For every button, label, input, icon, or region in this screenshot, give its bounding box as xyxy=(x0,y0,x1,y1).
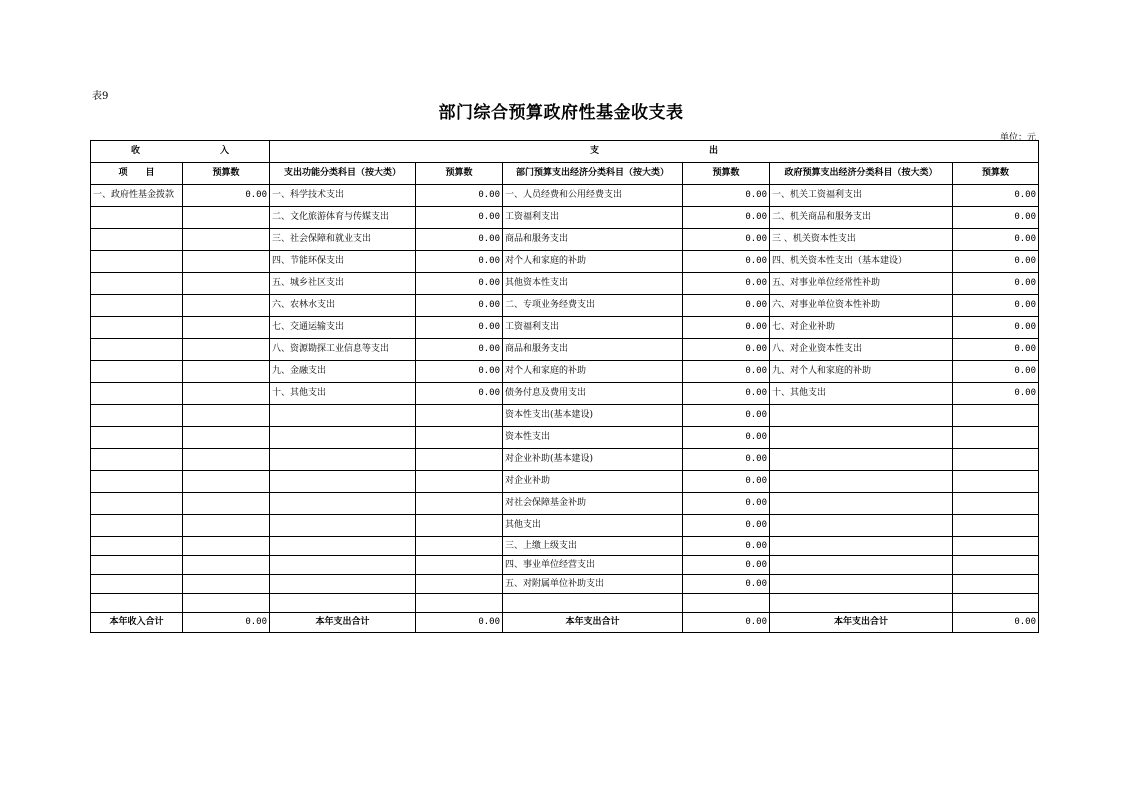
expense-header xyxy=(270,141,1039,163)
gov-econ-value: 0.00 xyxy=(953,317,1039,339)
dept-econ-value: 0.00 xyxy=(683,575,770,594)
income-item xyxy=(91,273,183,295)
dept-econ-item: 工资福利支出 xyxy=(503,207,683,229)
func-value: 0.00 xyxy=(416,339,503,361)
dept-econ-value: 0.00 xyxy=(683,471,770,493)
income-item xyxy=(91,229,183,251)
func-item: 一、科学技术支出 xyxy=(270,185,416,207)
table-row xyxy=(91,251,1039,273)
income-item xyxy=(91,405,183,427)
header-row-columns xyxy=(91,163,1039,185)
dept-econ-value xyxy=(683,594,770,613)
func-value xyxy=(416,575,503,594)
income-value xyxy=(183,427,270,449)
func-item xyxy=(270,556,416,575)
income-item xyxy=(91,251,183,273)
gov-econ-item xyxy=(770,575,953,594)
income-value xyxy=(183,493,270,515)
col-header-econ-dept: 部门预算支出经济分类科目（按大类） xyxy=(503,163,683,185)
dept-econ-value: 0.00 xyxy=(683,251,770,273)
income-value xyxy=(183,383,270,405)
dept-econ-value: 0.00 xyxy=(683,361,770,383)
gov-econ-item: 七、对企业补助 xyxy=(770,317,953,339)
income-item xyxy=(91,207,183,229)
func-item xyxy=(270,537,416,556)
dept-econ-value: 0.00 xyxy=(683,427,770,449)
dept-econ-value: 0.00 xyxy=(683,556,770,575)
table-row xyxy=(91,493,1039,515)
dept-total-value: 0.00 xyxy=(683,613,770,633)
dept-econ-value: 0.00 xyxy=(683,229,770,251)
gov-econ-value: 0.00 xyxy=(953,361,1039,383)
income-total-label: 本年收入合计 xyxy=(91,613,183,633)
dept-econ-item: 其他资本性支出 xyxy=(503,273,683,295)
expense-header-char-2: 出 xyxy=(709,146,719,156)
func-item: 三、社会保障和就业支出 xyxy=(270,229,416,251)
col-header-budget: 预算数 xyxy=(183,163,270,185)
func-item xyxy=(270,427,416,449)
table-row xyxy=(91,207,1039,229)
dept-econ-value: 0.00 xyxy=(683,185,770,207)
func-item: 九、金融支出 xyxy=(270,361,416,383)
table-row xyxy=(91,317,1039,339)
dept-econ-item xyxy=(503,594,683,613)
gov-econ-item: 九、对个人和家庭的补助 xyxy=(770,361,953,383)
table-row xyxy=(91,427,1039,449)
func-item: 七、交通运输支出 xyxy=(270,317,416,339)
table-row xyxy=(91,185,1039,207)
col-header-func: 支出功能分类科目（按大类） xyxy=(270,163,416,185)
gov-econ-item: 一、机关工资福利支出 xyxy=(770,185,953,207)
dept-econ-value: 0.00 xyxy=(683,449,770,471)
income-value xyxy=(183,449,270,471)
income-value xyxy=(183,251,270,273)
func-item xyxy=(270,515,416,537)
gov-econ-value xyxy=(953,427,1039,449)
income-value xyxy=(183,295,270,317)
func-value: 0.00 xyxy=(416,251,503,273)
income-value: 0.00 xyxy=(183,185,270,207)
budget-table xyxy=(90,140,1039,633)
dept-econ-value: 0.00 xyxy=(683,317,770,339)
dept-econ-value: 0.00 xyxy=(683,383,770,405)
income-value xyxy=(183,361,270,383)
gov-econ-item xyxy=(770,594,953,613)
income-value xyxy=(183,537,270,556)
func-value: 0.00 xyxy=(416,229,503,251)
gov-econ-value xyxy=(953,575,1039,594)
table-row xyxy=(91,471,1039,493)
func-value xyxy=(416,405,503,427)
dept-econ-item: 商品和服务支出 xyxy=(503,339,683,361)
income-value xyxy=(183,273,270,295)
income-value xyxy=(183,594,270,613)
gov-econ-value: 0.00 xyxy=(953,185,1039,207)
func-value xyxy=(416,556,503,575)
func-item xyxy=(270,449,416,471)
func-total-value: 0.00 xyxy=(416,613,503,633)
func-item: 五、城乡社区支出 xyxy=(270,273,416,295)
income-item xyxy=(91,471,183,493)
col-header-budget: 预算数 xyxy=(683,163,770,185)
income-value xyxy=(183,471,270,493)
dept-econ-item: 工资福利支出 xyxy=(503,317,683,339)
func-item xyxy=(270,594,416,613)
gov-econ-item: 二、机关商品和服务支出 xyxy=(770,207,953,229)
table-row xyxy=(91,449,1039,471)
gov-econ-value xyxy=(953,594,1039,613)
dept-econ-item: 资本性支出 xyxy=(503,427,683,449)
income-header xyxy=(91,141,270,163)
gov-total-value: 0.00 xyxy=(953,613,1039,633)
func-item: 十、其他支出 xyxy=(270,383,416,405)
income-item xyxy=(91,427,183,449)
page-title: 部门综合预算政府性基金收支表 xyxy=(438,103,684,123)
dept-econ-value: 0.00 xyxy=(683,273,770,295)
header-row-top xyxy=(91,141,1039,163)
gov-econ-value xyxy=(953,471,1039,493)
income-value xyxy=(183,556,270,575)
dept-econ-value: 0.00 xyxy=(683,537,770,556)
func-total-label: 本年支出合计 xyxy=(270,613,416,633)
dept-econ-item: 五、对附属单位补助支出 xyxy=(503,575,683,594)
col-header-budget: 预算数 xyxy=(953,163,1039,185)
table-row xyxy=(91,537,1039,556)
gov-econ-value: 0.00 xyxy=(953,383,1039,405)
income-value xyxy=(183,575,270,594)
income-item xyxy=(91,317,183,339)
func-value: 0.00 xyxy=(416,273,503,295)
table-number: 表9 xyxy=(92,91,109,102)
income-item xyxy=(91,449,183,471)
table-row xyxy=(91,361,1039,383)
gov-econ-value: 0.00 xyxy=(953,339,1039,361)
gov-econ-item: 八、对企业资本性支出 xyxy=(770,339,953,361)
gov-econ-value: 0.00 xyxy=(953,295,1039,317)
gov-total-label: 本年支出合计 xyxy=(770,613,953,633)
gov-econ-item: 三 、机关资本性支出 xyxy=(770,229,953,251)
dept-econ-value: 0.00 xyxy=(683,405,770,427)
gov-econ-value xyxy=(953,556,1039,575)
table-row xyxy=(91,383,1039,405)
dept-econ-item: 其他支出 xyxy=(503,515,683,537)
gov-econ-value xyxy=(953,515,1039,537)
dept-econ-item: 三、上缴上级支出 xyxy=(503,537,683,556)
col-header-budget: 预算数 xyxy=(416,163,503,185)
income-item xyxy=(91,383,183,405)
dept-econ-item: 债务付息及费用支出 xyxy=(503,383,683,405)
gov-econ-value xyxy=(953,449,1039,471)
func-value xyxy=(416,537,503,556)
dept-econ-item: 对社会保障基金补助 xyxy=(503,493,683,515)
func-item: 八、资源勘探工业信息等支出 xyxy=(270,339,416,361)
col-header-econ-gov: 政府预算支出经济分类科目（按大类） xyxy=(770,163,953,185)
table-row xyxy=(91,339,1039,361)
func-value: 0.00 xyxy=(416,207,503,229)
income-value xyxy=(183,515,270,537)
col-header-item: 项 目 xyxy=(91,163,183,185)
unit-label: 单位：元 xyxy=(999,133,1036,143)
gov-econ-value xyxy=(953,493,1039,515)
func-value xyxy=(416,427,503,449)
gov-econ-item xyxy=(770,537,953,556)
table-row xyxy=(91,229,1039,251)
gov-econ-item: 五、对事业单位经常性补助 xyxy=(770,273,953,295)
func-item: 二、文化旅游体育与传媒支出 xyxy=(270,207,416,229)
gov-econ-item: 四、机关资本性支出（基本建设） xyxy=(770,251,953,273)
income-header-char-1: 收 xyxy=(130,146,140,156)
table-row xyxy=(91,273,1039,295)
dept-econ-value: 0.00 xyxy=(683,207,770,229)
dept-econ-item: 对个人和家庭的补助 xyxy=(503,361,683,383)
dept-econ-item: 对企业补助 xyxy=(503,471,683,493)
gov-econ-item xyxy=(770,493,953,515)
table-row xyxy=(91,575,1039,594)
income-item xyxy=(91,493,183,515)
gov-econ-item xyxy=(770,556,953,575)
income-item xyxy=(91,295,183,317)
func-value: 0.00 xyxy=(416,185,503,207)
func-value: 0.00 xyxy=(416,295,503,317)
gov-econ-value: 0.00 xyxy=(953,229,1039,251)
gov-econ-value: 0.00 xyxy=(953,207,1039,229)
dept-total-label: 本年支出合计 xyxy=(503,613,683,633)
dept-econ-item: 一、人员经费和公用经费支出 xyxy=(503,185,683,207)
income-value xyxy=(183,229,270,251)
func-value xyxy=(416,493,503,515)
func-value: 0.00 xyxy=(416,383,503,405)
dept-econ-item: 对个人和家庭的补助 xyxy=(503,251,683,273)
func-value xyxy=(416,471,503,493)
func-item xyxy=(270,471,416,493)
func-item: 六、农林水支出 xyxy=(270,295,416,317)
func-value: 0.00 xyxy=(416,317,503,339)
dept-econ-value: 0.00 xyxy=(683,339,770,361)
income-item xyxy=(91,594,183,613)
gov-econ-item xyxy=(770,515,953,537)
table-row xyxy=(91,556,1039,575)
dept-econ-value: 0.00 xyxy=(683,515,770,537)
func-value xyxy=(416,449,503,471)
income-item xyxy=(91,361,183,383)
income-item xyxy=(91,537,183,556)
gov-econ-item xyxy=(770,405,953,427)
gov-econ-item xyxy=(770,449,953,471)
dept-econ-value: 0.00 xyxy=(683,493,770,515)
income-value xyxy=(183,339,270,361)
income-total-value: 0.00 xyxy=(183,613,270,633)
income-item xyxy=(91,515,183,537)
gov-econ-value: 0.00 xyxy=(953,273,1039,295)
func-item xyxy=(270,405,416,427)
gov-econ-item: 十、其他支出 xyxy=(770,383,953,405)
expense-header-char-1: 支 xyxy=(589,146,599,156)
func-value: 0.00 xyxy=(416,361,503,383)
income-item: 一、政府性基金拨款 xyxy=(91,185,183,207)
gov-econ-value xyxy=(953,405,1039,427)
dept-econ-item: 资本性支出(基本建设) xyxy=(503,405,683,427)
gov-econ-value: 0.00 xyxy=(953,251,1039,273)
dept-econ-item: 对企业补助(基本建设) xyxy=(503,449,683,471)
table-row xyxy=(91,405,1039,427)
income-value xyxy=(183,405,270,427)
gov-econ-value xyxy=(953,537,1039,556)
dept-econ-value: 0.00 xyxy=(683,295,770,317)
func-item: 四、节能环保支出 xyxy=(270,251,416,273)
func-item xyxy=(270,493,416,515)
gov-econ-item: 六、对事业单位资本性补助 xyxy=(770,295,953,317)
func-value xyxy=(416,515,503,537)
table-row xyxy=(91,594,1039,613)
dept-econ-item: 二、专项业务经费支出 xyxy=(503,295,683,317)
func-item xyxy=(270,575,416,594)
dept-econ-item: 四、事业单位经营支出 xyxy=(503,556,683,575)
table-row xyxy=(91,515,1039,537)
total-row xyxy=(91,613,1039,633)
table-row xyxy=(91,295,1039,317)
func-value xyxy=(416,594,503,613)
dept-econ-item: 商品和服务支出 xyxy=(503,229,683,251)
income-item xyxy=(91,556,183,575)
income-item xyxy=(91,339,183,361)
income-header-char-2: 入 xyxy=(220,146,230,156)
income-value xyxy=(183,317,270,339)
income-item xyxy=(91,575,183,594)
gov-econ-item xyxy=(770,471,953,493)
gov-econ-item xyxy=(770,427,953,449)
income-value xyxy=(183,207,270,229)
